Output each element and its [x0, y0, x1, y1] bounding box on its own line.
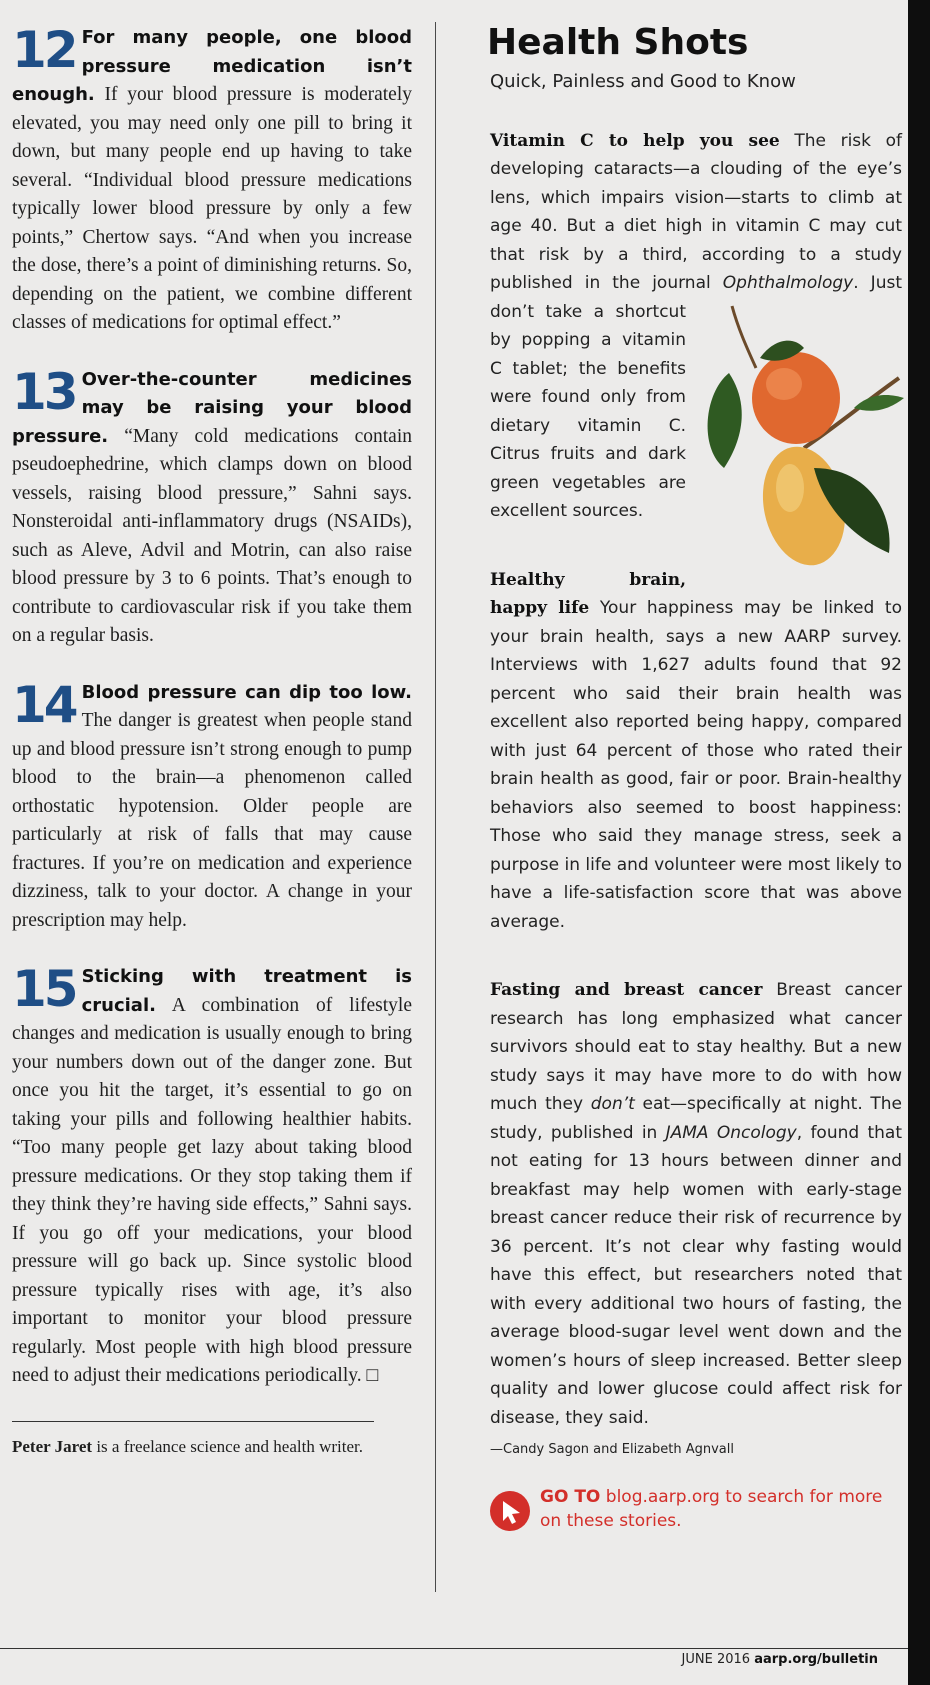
page-footer — [682, 1652, 878, 1667]
goto-link[interactable]: blog.aarp.org to search for more on these stories. — [540, 1486, 883, 1531]
author-bio — [12, 1434, 412, 1460]
footer-divider — [0, 1648, 908, 1649]
tip-number: 15 — [12, 960, 76, 1018]
tip-item-14 — [12, 675, 412, 936]
end-mark-icon: □ — [366, 1365, 379, 1386]
blurb-brain — [490, 566, 902, 937]
site-link[interactable]: aarp.org/bulletin — [754, 1652, 878, 1667]
blurb-head: Healthy brain, happy life — [490, 569, 686, 618]
byline: —Candy Sagon and Elizabeth Agnvall — [490, 1442, 734, 1457]
right-column — [487, 22, 903, 1533]
citrus-fruit-icon — [694, 298, 912, 588]
scan-edge — [908, 0, 930, 1685]
tip-body: “Many cold medications contain pseudoephedrine, which clamps down on blood vessels, raising blood pressure,” Sahni says. Nonsteroidal anti-inflammatory drugs (NSAIDs), such as Aleve, Advil and Motrin, can also raise blood pressure by 3 to 6 points. That’s enough to contribute to cardiovascular risk if you take them on a regular basis. — [12, 425, 413, 646]
column-divider — [435, 22, 436, 1592]
bio-divider — [12, 1421, 374, 1422]
blurb-vitamin-c — [490, 127, 902, 526]
section-dek: Quick, Painless and Good to Know — [490, 71, 796, 92]
tip-item-13 — [12, 362, 413, 651]
goto-label: GO TO — [540, 1486, 601, 1507]
blurb-body: The risk of developing cataracts—a clouding of the eye’s lens, which impairs vision—starts to climb at age 40. But a diet high in vitamin C may cut that risk by a third, according to a study published in the journal — [490, 130, 902, 293]
tip-body: The danger is greatest when people stand up and blood pressure isn’t strong enough to pump blood to the brain—a phenomenon called orthostatic hypotension. Older people are particularly at risk of falls that may cause fractures. If you’re on medication and experience dizziness, talk to your doctor. A change in your prescription may help. — [12, 710, 412, 931]
blurb-head: Vitamin C to help you see — [490, 130, 780, 151]
issue-date: JUNE 2016 — [681, 1652, 751, 1667]
tip-item-15 — [12, 960, 412, 1391]
tip-lead: Over-the-counter medicines may be raising your blood pressure. — [12, 368, 412, 447]
cursor-arrow-icon — [490, 1491, 530, 1531]
author-name: Peter Jaret — [12, 1436, 93, 1456]
tip-item-12 — [12, 21, 412, 338]
section-headline: Health Shots — [487, 22, 749, 63]
tip-number: 12 — [12, 21, 76, 79]
left-column — [12, 21, 413, 1460]
author-bio-text: is a freelance science and health writer. — [96, 1436, 363, 1456]
goto-callout[interactable] — [490, 1485, 902, 1533]
blurb-fasting — [490, 976, 902, 1465]
blurb-body: eat—specifically at night. The study, published in — [490, 1094, 903, 1143]
tip-number: 14 — [12, 675, 76, 734]
blurb-body: , found that not eating for 13 hours between dinner and breakfast may help women with early-stage breast cancer reduce their risk of recurrence by 36 percent. It’s not clear why fasting would have this effect, but researchers noted that with every additional two hours of fasting, the average blood-sugar level went down and the women’s hours of sleep increased. Better sleep quality and lower glucose could affect risk for disease, they said. — [490, 1122, 902, 1428]
tip-number: 13 — [12, 362, 76, 421]
tip-lead: Sticking with treatment is crucial. — [81, 966, 412, 1016]
blurb-head: Fasting and breast cancer — [490, 980, 763, 1000]
blurb-body: Breast cancer research has long emphasized what cancer survivors should eat to stay healthy. But a new study says it may have more to do with how much they — [490, 980, 903, 1114]
journal-name: JAMA Oncology — [665, 1122, 797, 1143]
journal-name: Ophthalmology — [722, 273, 854, 293]
tip-body: If your blood pressure is moderately elevated, you may need only one pill to bring it down, but many people end up having to take several. “Individual blood pressure medications typically lower blood pressure by only a few points,” Chertow says. “And when you increase the dose, there’s a point of diminishing returns. So, depending on the patient, we combine different classes of medications for optimal effect.” — [12, 84, 412, 333]
tip-lead: For many people, one blood pressure medication isn’t enough. — [12, 27, 412, 105]
emphasis: don’t — [590, 1094, 635, 1114]
blurb-body: Your happiness may be linked to your brain health, says a new AARP survey. Interviews with 1,627 adults found that 92 percent who said their brain health was excellent also reported being happy, compared with just 64 percent of those who rated their brain health as good, fair or poor. Brain-healthy behaviors also seemed to boost happiness: Those who said they manage stress, seek a purpose in life and volunteer were most likely to have a life-satisfaction score that was above average. — [490, 598, 902, 932]
tip-lead: Blood pressure can dip too low. — [81, 681, 412, 703]
blurb-body: . Just don’t take a shortcut by popping a vitamin C tablet; the benefits were found only from dietary vitamin C. Citrus fruits and dark green vegetables are excellent sources. — [490, 273, 902, 521]
tip-body: A combination of lifestyle changes and medication is usually enough to bring your numbers down out of the danger zone. But once you hit the target, it’s essential to go on taking your pills and following healthier habits. “Too many people get lazy about taking blood pressure medications. Or they stop taking them if they think they’re having side effects,” Sahni says. If you go off your medications, your blood pressure will go back up. Since systolic blood pressure typically rises with age, it’s also important to monitor your blood pressure regularly. Most people with high blood pressure need to adjust their medications periodically. — [12, 994, 412, 1386]
